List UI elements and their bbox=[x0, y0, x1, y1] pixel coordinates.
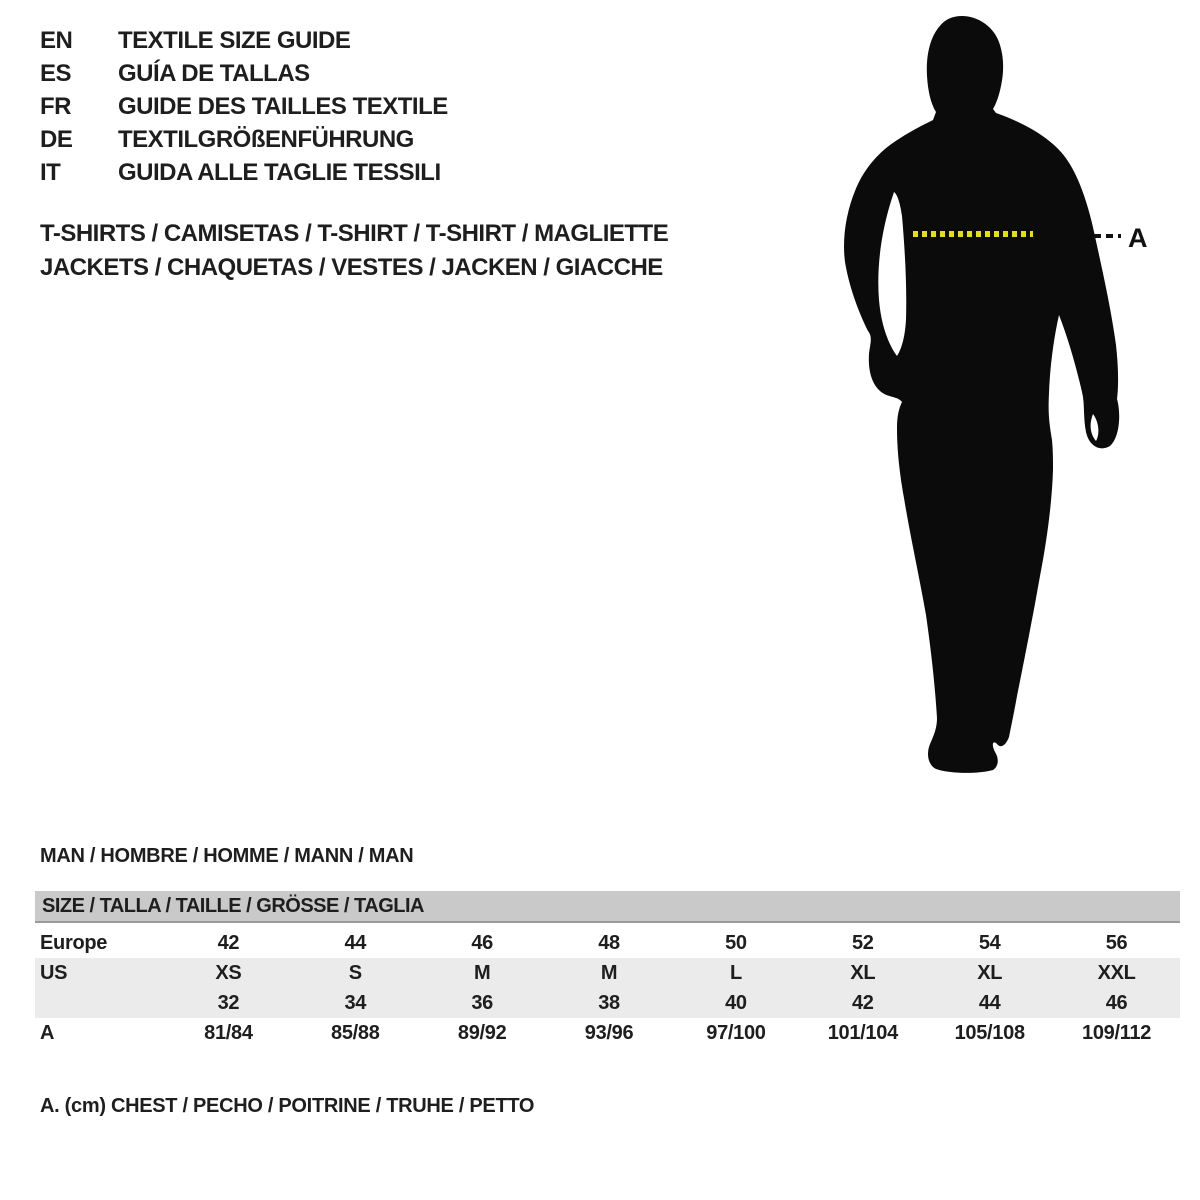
size-table-row bbox=[35, 988, 1180, 1018]
size-cell: 46 bbox=[1105, 991, 1128, 1014]
language-code: IT bbox=[40, 159, 61, 186]
size-cell: S bbox=[348, 961, 362, 984]
size-cell: 89/92 bbox=[457, 1021, 507, 1044]
size-cell: 38 bbox=[598, 991, 620, 1014]
size-cell: 44 bbox=[978, 991, 1001, 1014]
size-cell: 109/112 bbox=[1082, 1021, 1152, 1044]
size-cell: 85/88 bbox=[331, 1021, 380, 1044]
size-table-row bbox=[35, 928, 1180, 958]
man-silhouette bbox=[844, 16, 1119, 773]
size-cell: 101/104 bbox=[827, 1021, 898, 1044]
language-label: GUÍA DE TALLAS bbox=[118, 60, 310, 87]
size-cell: L bbox=[729, 961, 742, 984]
row-label: Europe bbox=[40, 931, 108, 954]
man-silhouette-svg bbox=[820, 0, 1200, 790]
size-cell: 36 bbox=[471, 991, 494, 1014]
row-label: US bbox=[40, 961, 68, 984]
language-title-block bbox=[40, 24, 448, 189]
size-cell: 34 bbox=[344, 991, 367, 1014]
size-cell: XL bbox=[977, 961, 1003, 984]
language-row bbox=[40, 24, 448, 57]
language-row bbox=[40, 90, 448, 123]
size-cell: 56 bbox=[1105, 931, 1128, 954]
size-table-row bbox=[35, 958, 1180, 988]
size-cell: 52 bbox=[851, 931, 874, 954]
size-cell: XS bbox=[215, 961, 242, 984]
language-row bbox=[40, 156, 448, 189]
size-table bbox=[35, 891, 1180, 1048]
size-cell: 50 bbox=[725, 931, 747, 954]
size-cell: M bbox=[600, 961, 618, 984]
language-label: GUIDA ALLE TAGLIE TESSILI bbox=[118, 159, 441, 186]
man-figure bbox=[820, 0, 1200, 790]
size-cell: 32 bbox=[217, 991, 240, 1014]
size-cell: 44 bbox=[344, 931, 367, 954]
product-line: JACKETS / CHAQUETAS / VESTES / JACKEN / GIACCHE bbox=[40, 254, 663, 281]
language-code: DE bbox=[40, 126, 73, 153]
language-row bbox=[40, 123, 448, 156]
size-cell: 48 bbox=[598, 931, 620, 954]
size-table-body bbox=[35, 928, 1180, 1048]
size-cell: M bbox=[474, 961, 491, 984]
language-code: EN bbox=[40, 27, 73, 54]
section-label-man: MAN / HOMBRE / HOMME / MANN / MAN bbox=[40, 845, 414, 867]
language-code: FR bbox=[40, 93, 71, 120]
size-cell: 93/96 bbox=[584, 1021, 634, 1044]
size-cell: 46 bbox=[471, 931, 494, 954]
size-cell: 97/100 bbox=[706, 1021, 766, 1044]
size-cell: XXL bbox=[1097, 961, 1136, 984]
size-cell: 54 bbox=[978, 931, 1001, 954]
size-cell: XL bbox=[850, 961, 876, 984]
size-cell: 81/84 bbox=[204, 1021, 253, 1044]
size-cell: 42 bbox=[851, 991, 874, 1014]
product-line: T-SHIRTS / CAMISETAS / T-SHIRT / T-SHIRT / MAGLIETTE bbox=[40, 220, 669, 247]
measurement-footnote: A. (cm) CHEST / PECHO / POITRINE / TRUHE / PETTO bbox=[40, 1095, 535, 1117]
size-cell: 42 bbox=[217, 931, 240, 954]
row-label: A bbox=[40, 1021, 55, 1044]
measure-label-a: A bbox=[1128, 223, 1148, 253]
product-type-block bbox=[40, 217, 668, 285]
size-table-row bbox=[35, 1018, 1180, 1048]
language-row bbox=[40, 57, 448, 90]
language-label: GUIDE DES TAILLES TEXTILE bbox=[118, 93, 448, 120]
size-cell: 40 bbox=[725, 991, 747, 1014]
language-label: TEXTILGRÖßENFÜHRUNG bbox=[118, 126, 414, 153]
language-code: ES bbox=[40, 60, 72, 87]
size-cell: 105/108 bbox=[954, 1021, 1025, 1044]
language-label: TEXTILE SIZE GUIDE bbox=[118, 27, 351, 54]
size-table-header: SIZE / TALLA / TAILLE / GRÖSSE / TAGLIA bbox=[35, 891, 1180, 923]
